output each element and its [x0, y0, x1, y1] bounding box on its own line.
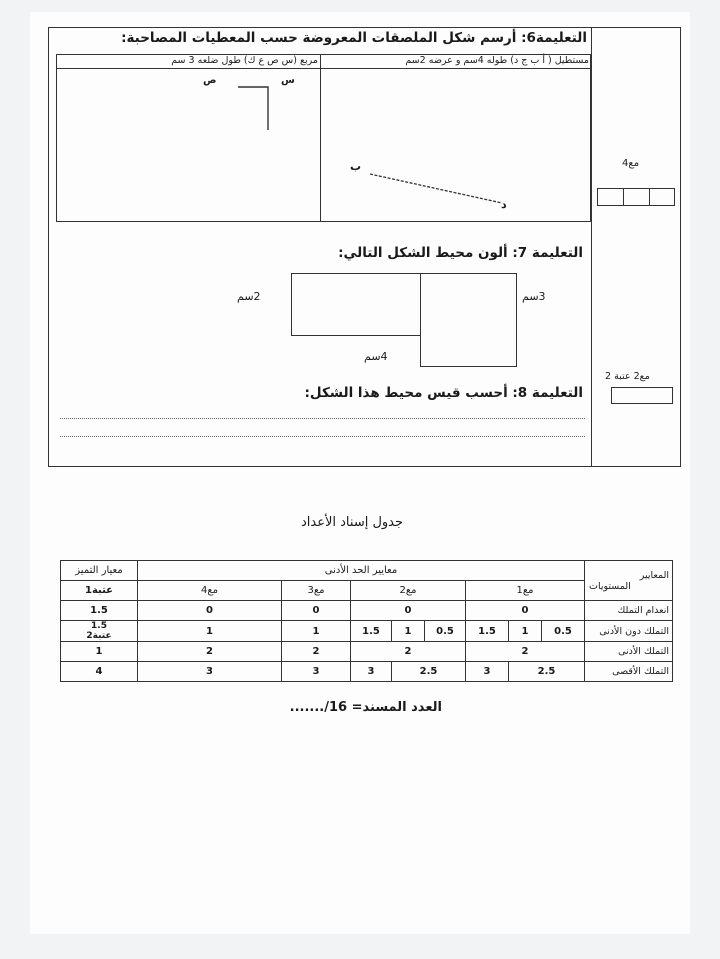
point-s-label: س: [281, 75, 295, 86]
table-cell: 3: [466, 662, 509, 682]
table-cell: 1: [282, 621, 351, 642]
table-cell: 1: [392, 621, 425, 642]
c3-header: مع3: [282, 581, 351, 601]
table-cell: 3: [282, 662, 351, 682]
table-cell: 0: [351, 601, 466, 621]
q6-title: التعليمة6: أرسم شكل الملصقات المعروضة حسب المعطيات المصاحبة:: [121, 30, 587, 46]
table-cell: 2: [466, 642, 585, 662]
table-cell: 2: [351, 642, 466, 662]
level-max: التملك الأقصى: [585, 662, 673, 682]
c2-header: مع2: [351, 581, 466, 601]
criterion-4-label: مع4: [622, 158, 640, 169]
table-cell: 0: [138, 601, 282, 621]
threshold-2: عتبة2: [86, 631, 112, 641]
table-cell: 2: [282, 642, 351, 662]
table-cell: 3: [138, 662, 282, 682]
table-cell: 1: [509, 621, 542, 642]
table-cell: 2.5: [509, 662, 585, 682]
table-cell: 4: [61, 662, 138, 682]
point-ss-label: ص: [203, 75, 217, 86]
table-cell: 1.5: [466, 621, 509, 642]
score-box-divider-2: [649, 188, 650, 206]
threshold-1: عتبة1: [61, 581, 138, 601]
level-none: انعدام التملك: [585, 601, 673, 621]
table-cell: 1.5: [61, 601, 138, 621]
c1-header: مع1: [466, 581, 585, 601]
answer-line-1: [60, 418, 585, 419]
min-criteria-header: معايير الحد الأدنى: [138, 561, 585, 581]
q8-title: التعليمة 8: أحسب قيس محيط هذا الشكل:: [304, 385, 583, 401]
q7-title: التعليمة 7: ألون محيط الشكل التالي:: [338, 245, 583, 261]
levels-header: المستويات: [589, 580, 631, 592]
table-cell: 2: [138, 642, 282, 662]
table-cell: 0: [282, 601, 351, 621]
table-cell: 3: [351, 662, 392, 682]
length-3cm-label: 3سم: [522, 290, 546, 303]
rect-caption: مستطيل ( أ ب ج د) طوله 4سم و عرضه 2سم: [405, 55, 589, 66]
answer-line-2: [60, 436, 585, 437]
table-cell: 1.5: [351, 621, 392, 642]
grading-table: [60, 560, 673, 682]
level-below-min: التملك دون الأدنى: [585, 621, 673, 642]
criteria-levels-header: [585, 561, 673, 601]
table-cell: 0.5: [425, 621, 466, 642]
table-cell: 2.5: [392, 662, 466, 682]
table-cell: [61, 621, 138, 642]
table-cell: 1: [138, 621, 282, 642]
level-min: التملك الأدنى: [585, 642, 673, 662]
score-box-c2: [611, 387, 673, 404]
score-box-divider-1: [623, 188, 624, 206]
table-cell: 0.5: [542, 621, 585, 642]
point-b-label: ب: [350, 160, 362, 173]
square-starter-corner: [56, 69, 320, 222]
length-4cm-label: 4سم: [364, 350, 388, 363]
shape-right-square: [420, 273, 517, 367]
square-caption: مربع (س ص ع ك) طول ضلعه 3 سم: [171, 55, 318, 66]
grade-column-divider: [591, 27, 592, 467]
total-score: العدد المسند= 16/.......: [289, 700, 442, 715]
c4-header: مع4: [138, 581, 282, 601]
excel-value-15: 1.5: [91, 621, 107, 631]
criteria-header: المعايير: [639, 569, 669, 581]
length-2cm-label: 2سم: [237, 290, 261, 303]
excellence-criterion-header: معيار التميز: [61, 561, 138, 581]
score-box-c4: [597, 188, 675, 206]
criterion-2-label: مع2 عتبة 2: [605, 371, 650, 382]
table-cell: 0: [466, 601, 585, 621]
table-cell: 1: [61, 642, 138, 662]
grading-title: جدول إسناد الأعداد: [301, 515, 404, 530]
shape-left-rectangle: [291, 273, 421, 336]
point-d-label: د: [501, 198, 507, 211]
